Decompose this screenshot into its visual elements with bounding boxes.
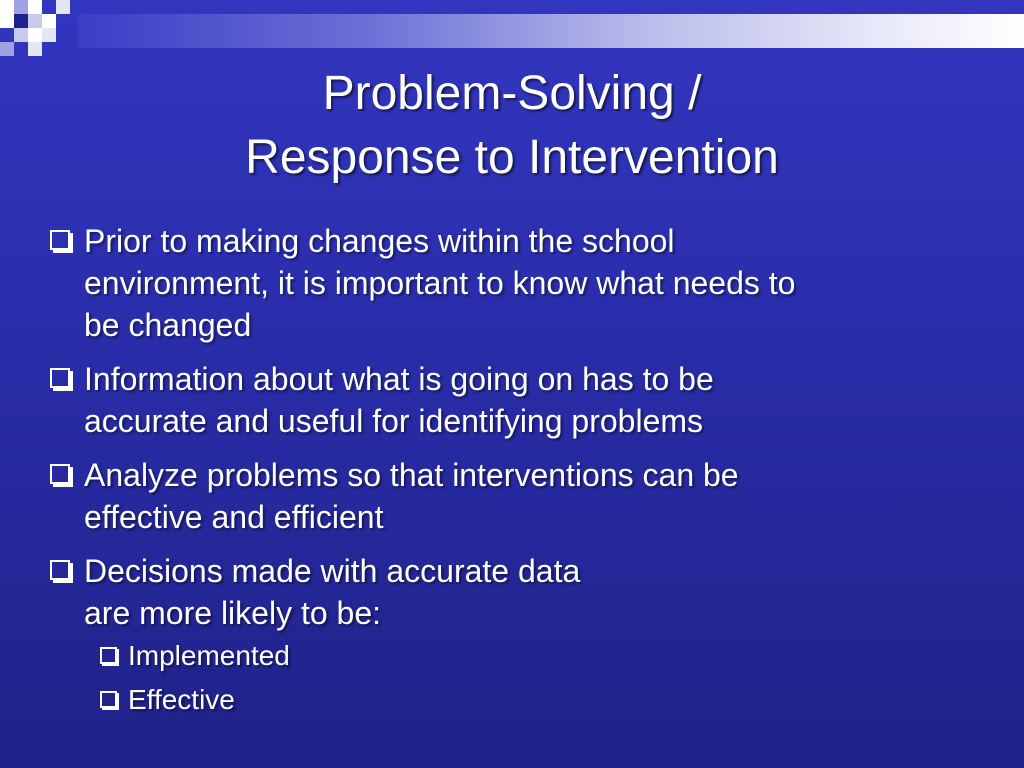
slide-title-line-2: Response to Intervention [245,131,779,184]
bullet-line: environment, it is important to know what needs to [84,265,796,301]
sub-bullet-label: Implemented [128,640,290,671]
slide-title-line-1: Problem-Solving / [322,67,702,120]
bullet-item [46,550,1006,722]
slide-title [0,62,1024,190]
sub-bullet-label: Effective [128,684,235,715]
bullet-line: Analyze problems so that interventions can be [84,457,739,493]
sub-bullet-item [98,634,1006,678]
corner-squares-logo [0,0,80,64]
bullet-line: effective and efficient [84,499,384,535]
checkbox-bullet-icon [50,230,70,250]
bullet-text [84,550,1006,634]
bullet-line: Prior to making changes within the school [84,223,675,259]
bullet-list [46,220,1006,734]
checkbox-bullet-icon [50,464,70,484]
bullet-text [84,220,1006,346]
sub-bullet-item [98,678,1006,722]
checkbox-bullet-icon [100,647,117,664]
bullet-item [46,220,1006,346]
bullet-line: are more likely to be: [84,595,382,631]
bullet-line: accurate and useful for identifying problems [84,403,704,439]
bullet-line: Information about what is going on has to be [84,361,714,397]
checkbox-bullet-icon [50,560,70,580]
bullet-item [46,454,1006,538]
checkbox-bullet-icon [100,691,117,708]
bullet-line: be changed [84,307,252,343]
bullet-item [46,358,1006,442]
bullet-text [84,454,1006,538]
sub-bullet-list [98,634,1006,722]
decorative-gradient-band [78,14,1024,48]
checkbox-bullet-icon [50,368,70,388]
bullet-text [84,358,1006,442]
bullet-line: Decisions made with accurate data [84,553,581,589]
